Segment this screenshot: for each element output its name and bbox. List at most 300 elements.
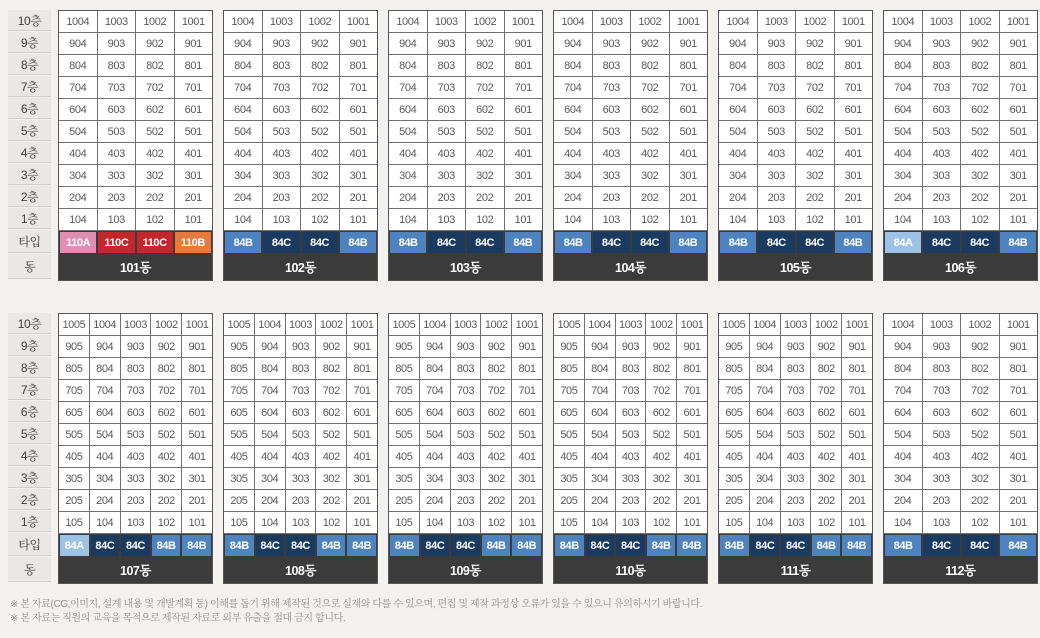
unit-cell: 103 — [98, 209, 137, 231]
unit-cell: 501 — [842, 424, 872, 446]
unit-cell: 605 — [554, 402, 585, 424]
unit-cell: 1002 — [136, 11, 175, 33]
floor-row — [884, 165, 1037, 187]
unit-cell: 302 — [961, 468, 1000, 490]
unit-cell: 401 — [347, 446, 377, 468]
unit-cell: 605 — [719, 402, 750, 424]
floor-label: 3층 — [8, 467, 51, 488]
unit-cell: 702 — [646, 380, 677, 402]
unit-cell: 402 — [961, 143, 1000, 165]
type-row — [884, 231, 1037, 254]
unit-cell: 604 — [750, 402, 781, 424]
unit-cell: 503 — [781, 424, 812, 446]
unit-cell: 1004 — [224, 11, 263, 33]
unit-cell: 603 — [923, 402, 962, 424]
unit-cell: 704 — [224, 77, 263, 99]
unit-cell: 1002 — [481, 314, 512, 336]
floor-row — [224, 512, 377, 534]
unit-cell: 801 — [1000, 358, 1038, 380]
unit-cell: 903 — [593, 33, 632, 55]
type-cell: 84B — [677, 535, 706, 556]
unit-cell: 604 — [884, 99, 923, 121]
unit-cell: 404 — [90, 446, 121, 468]
unit-cell: 202 — [466, 187, 505, 209]
unit-cell: 105 — [719, 512, 750, 534]
type-row — [884, 534, 1037, 557]
floor-label: 7층 — [8, 379, 51, 400]
unit-cell: 504 — [420, 424, 451, 446]
floor-row — [884, 380, 1037, 402]
unit-cell: 401 — [512, 446, 542, 468]
unit-cell: 201 — [1000, 187, 1038, 209]
unit-cell: 805 — [554, 358, 585, 380]
unit-cell: 104 — [389, 209, 428, 231]
floor-row — [389, 11, 542, 33]
unit-cell: 101 — [670, 209, 708, 231]
unit-cell: 802 — [811, 358, 842, 380]
unit-cell: 501 — [505, 121, 543, 143]
unit-cell: 902 — [961, 33, 1000, 55]
unit-cell: 301 — [842, 468, 872, 490]
unit-cell: 103 — [616, 512, 647, 534]
floor-row — [59, 99, 212, 121]
unit-cell: 501 — [677, 424, 707, 446]
unit-cell: 1003 — [98, 11, 137, 33]
unit-cell: 102 — [316, 512, 347, 534]
floor-row — [884, 121, 1037, 143]
unit-cell: 1003 — [593, 11, 632, 33]
floor-row — [884, 99, 1037, 121]
floor-row — [884, 187, 1037, 209]
unit-cell: 105 — [554, 512, 585, 534]
unit-cell: 403 — [593, 143, 632, 165]
unit-cell: 901 — [670, 33, 708, 55]
unit-cell: 603 — [616, 402, 647, 424]
type-row — [719, 534, 872, 557]
unit-cell: 701 — [1000, 77, 1038, 99]
unit-cell: 401 — [1000, 446, 1038, 468]
unit-cell: 301 — [1000, 165, 1038, 187]
unit-cell: 1001 — [512, 314, 542, 336]
unit-cell: 305 — [719, 468, 750, 490]
unit-cell: 803 — [758, 55, 797, 77]
unit-cell: 903 — [428, 33, 467, 55]
unit-cell: 703 — [923, 380, 962, 402]
unit-cell: 702 — [316, 380, 347, 402]
unit-cell: 605 — [224, 402, 255, 424]
unit-cell: 405 — [59, 446, 90, 468]
unit-cell: 1001 — [340, 11, 378, 33]
floor-row — [389, 490, 542, 512]
floor-row — [884, 336, 1037, 358]
unit-cell: 604 — [90, 402, 121, 424]
unit-cell: 202 — [811, 490, 842, 512]
unit-cell: 401 — [175, 143, 213, 165]
unit-cell: 404 — [420, 446, 451, 468]
unit-cell: 404 — [884, 446, 923, 468]
unit-cell: 1005 — [389, 314, 420, 336]
unit-cell: 201 — [670, 187, 708, 209]
unit-cell: 805 — [719, 358, 750, 380]
unit-cell: 704 — [90, 380, 121, 402]
type-cell: 84B — [885, 535, 921, 556]
unit-cell: 304 — [884, 165, 923, 187]
floor-row — [389, 187, 542, 209]
unit-cell: 1002 — [151, 314, 182, 336]
floor-row — [224, 402, 377, 424]
unit-cell: 404 — [554, 143, 593, 165]
type-cell: 84B — [812, 535, 841, 556]
floor-label: 6층 — [8, 98, 51, 119]
type-cell: 84C — [962, 535, 998, 556]
unit-cell: 401 — [842, 446, 872, 468]
building-table — [223, 10, 378, 281]
unit-cell: 701 — [347, 380, 377, 402]
type-row — [554, 534, 707, 557]
unit-cell: 102 — [961, 209, 1000, 231]
unit-cell: 403 — [616, 446, 647, 468]
unit-cell: 304 — [884, 468, 923, 490]
unit-cell: 202 — [961, 187, 1000, 209]
type-cell: 84B — [512, 535, 541, 556]
unit-cell: 903 — [923, 33, 962, 55]
type-cell: 84C — [428, 232, 464, 253]
floor-row — [719, 358, 872, 380]
disclaimer-line-1: ※ 본 자료(CG,이미지, 설계 내용 및 개발계획 등) 이해를 돕기 위해 제작된 것으로 실제와 다를 수 있으며, 편집 및 제작 과정상 오류가 있을 수 있으니 유의하시기 바랍니다. — [10, 599, 703, 610]
unit-cell: 701 — [175, 77, 213, 99]
unit-cell: 903 — [263, 33, 302, 55]
unit-cell: 902 — [301, 33, 340, 55]
unit-cell: 204 — [884, 490, 923, 512]
floor-row — [389, 121, 542, 143]
type-cell: 84C — [121, 535, 150, 556]
unit-cell: 601 — [175, 99, 213, 121]
unit-cell: 405 — [389, 446, 420, 468]
unit-cell: 1001 — [347, 314, 377, 336]
type-cell: 84C — [256, 535, 285, 556]
unit-cell: 901 — [677, 336, 707, 358]
unit-cell: 803 — [98, 55, 137, 77]
unit-cell: 601 — [340, 99, 378, 121]
type-cell: 84B — [555, 232, 591, 253]
floor-row — [719, 165, 872, 187]
unit-cell: 1001 — [670, 11, 708, 33]
unit-cell: 103 — [781, 512, 812, 534]
unit-cell: 503 — [428, 121, 467, 143]
floor-row — [719, 55, 872, 77]
floor-row — [554, 490, 707, 512]
unit-cell: 1004 — [59, 11, 98, 33]
type-cell: 84C — [923, 232, 959, 253]
floor-row — [59, 11, 212, 33]
unit-cell: 801 — [340, 55, 378, 77]
unit-cell: 304 — [90, 468, 121, 490]
floor-labels-column — [8, 10, 51, 280]
floor-row — [59, 33, 212, 55]
unit-cell: 201 — [842, 490, 872, 512]
unit-cell: 601 — [1000, 99, 1038, 121]
unit-cell: 101 — [505, 209, 543, 231]
unit-cell: 203 — [923, 187, 962, 209]
unit-cell: 504 — [90, 424, 121, 446]
building-name: 111동 — [719, 557, 872, 583]
unit-cell: 804 — [884, 358, 923, 380]
unit-cell: 502 — [811, 424, 842, 446]
unit-cell: 505 — [719, 424, 750, 446]
unit-cell: 904 — [420, 336, 451, 358]
floor-row — [719, 77, 872, 99]
unit-cell: 501 — [182, 424, 212, 446]
unit-cell: 902 — [466, 33, 505, 55]
floor-row — [719, 468, 872, 490]
unit-cell: 501 — [175, 121, 213, 143]
unit-cell: 602 — [481, 402, 512, 424]
unit-cell: 501 — [347, 424, 377, 446]
floor-row — [224, 209, 377, 231]
unit-cell: 402 — [466, 143, 505, 165]
unit-cell: 804 — [389, 55, 428, 77]
unit-cell: 803 — [593, 55, 632, 77]
floor-row — [719, 424, 872, 446]
unit-cell: 603 — [451, 402, 482, 424]
unit-cell: 704 — [884, 380, 923, 402]
unit-cell: 901 — [835, 33, 873, 55]
unit-cell: 903 — [616, 336, 647, 358]
unit-cell: 105 — [389, 512, 420, 534]
unit-cell: 201 — [1000, 490, 1038, 512]
type-cell: 84C — [286, 535, 315, 556]
unit-cell: 701 — [340, 77, 378, 99]
type-cell: 84C — [91, 535, 120, 556]
floor-row — [719, 446, 872, 468]
unit-cell: 504 — [224, 121, 263, 143]
unit-cell: 904 — [90, 336, 121, 358]
unit-cell: 105 — [224, 512, 255, 534]
building-table — [718, 10, 873, 281]
unit-cell: 702 — [961, 380, 1000, 402]
type-cell: 110B — [175, 232, 211, 253]
unit-cell: 602 — [136, 99, 175, 121]
type-cell: 84A — [885, 232, 921, 253]
unit-cell: 1002 — [316, 314, 347, 336]
unit-cell: 302 — [646, 468, 677, 490]
unit-cell: 605 — [59, 402, 90, 424]
unit-cell: 603 — [286, 402, 317, 424]
building-table — [223, 313, 378, 584]
unit-cell: 403 — [98, 143, 137, 165]
unit-cell: 103 — [758, 209, 797, 231]
floor-label: 9층 — [8, 335, 51, 356]
unit-cell: 904 — [750, 336, 781, 358]
unit-cell: 504 — [585, 424, 616, 446]
unit-cell: 1003 — [263, 11, 302, 33]
unit-cell: 901 — [175, 33, 213, 55]
unit-cell: 801 — [175, 55, 213, 77]
unit-cell: 904 — [389, 33, 428, 55]
unit-cell: 201 — [182, 490, 212, 512]
unit-cell: 1002 — [646, 314, 677, 336]
unit-cell: 804 — [719, 55, 758, 77]
unit-cell: 1002 — [631, 11, 670, 33]
unit-cell: 402 — [151, 446, 182, 468]
unit-cell: 204 — [719, 187, 758, 209]
unit-cell: 301 — [677, 468, 707, 490]
unit-cell: 405 — [719, 446, 750, 468]
unit-cell: 904 — [59, 33, 98, 55]
unit-cell: 304 — [224, 165, 263, 187]
floor-row — [884, 55, 1037, 77]
type-row — [59, 231, 212, 254]
unit-cell: 903 — [923, 336, 962, 358]
type-cell: 84C — [302, 232, 338, 253]
unit-cell: 905 — [389, 336, 420, 358]
floor-label: 5층 — [8, 120, 51, 141]
unit-cell: 702 — [481, 380, 512, 402]
unit-cell: 703 — [616, 380, 647, 402]
type-cell: 84B — [670, 232, 706, 253]
unit-cell: 501 — [512, 424, 542, 446]
unit-cell: 502 — [631, 121, 670, 143]
floor-row — [554, 33, 707, 55]
type-cell: 110C — [137, 232, 173, 253]
floor-row — [59, 165, 212, 187]
unit-cell: 1003 — [758, 11, 797, 33]
unit-cell: 303 — [286, 468, 317, 490]
unit-cell: 204 — [224, 187, 263, 209]
unit-cell: 801 — [670, 55, 708, 77]
type-row — [59, 534, 212, 557]
unit-cell: 102 — [961, 512, 1000, 534]
floor-row — [59, 143, 212, 165]
unit-cell: 501 — [1000, 121, 1038, 143]
type-cell: 84B — [647, 535, 676, 556]
unit-cell: 1003 — [923, 314, 962, 336]
unit-cell: 402 — [481, 446, 512, 468]
type-cell: 84C — [781, 535, 810, 556]
unit-cell: 302 — [466, 165, 505, 187]
type-cell: 84B — [720, 535, 749, 556]
unit-cell: 803 — [616, 358, 647, 380]
unit-cell: 901 — [505, 33, 543, 55]
unit-cell: 201 — [835, 187, 873, 209]
type-cell: 84B — [225, 535, 254, 556]
type-cell: 84A — [60, 535, 89, 556]
unit-cell: 504 — [719, 121, 758, 143]
unit-cell: 101 — [1000, 512, 1038, 534]
type-cell: 84C — [467, 232, 503, 253]
unit-cell: 201 — [677, 490, 707, 512]
unit-cell: 204 — [59, 187, 98, 209]
type-cell: 84C — [751, 535, 780, 556]
unit-cell: 305 — [224, 468, 255, 490]
unit-cell: 505 — [59, 424, 90, 446]
unit-cell: 301 — [340, 165, 378, 187]
floor-row — [719, 512, 872, 534]
floor-label: 타입 — [8, 230, 51, 253]
floor-row — [224, 55, 377, 77]
type-cell: 84B — [340, 232, 376, 253]
unit-cell: 104 — [59, 209, 98, 231]
floor-label: 5층 — [8, 423, 51, 444]
unit-cell: 102 — [466, 209, 505, 231]
unit-cell: 801 — [677, 358, 707, 380]
unit-cell: 601 — [1000, 402, 1038, 424]
unit-cell: 904 — [554, 33, 593, 55]
unit-cell: 703 — [286, 380, 317, 402]
unit-cell: 904 — [884, 33, 923, 55]
floor-row — [224, 165, 377, 187]
unit-cell: 402 — [796, 143, 835, 165]
unit-cell: 404 — [389, 143, 428, 165]
unit-cell: 202 — [961, 490, 1000, 512]
type-cell: 84C — [451, 535, 480, 556]
unit-cell: 301 — [175, 165, 213, 187]
unit-cell: 603 — [428, 99, 467, 121]
floor-row — [554, 512, 707, 534]
floor-row — [59, 77, 212, 99]
unit-cell: 802 — [961, 55, 1000, 77]
unit-cell: 603 — [98, 99, 137, 121]
unit-cell: 304 — [59, 165, 98, 187]
unit-cell: 604 — [389, 99, 428, 121]
unit-cell: 604 — [420, 402, 451, 424]
building-name: 109동 — [389, 557, 542, 583]
unit-cell: 101 — [182, 512, 212, 534]
unit-cell: 1004 — [884, 11, 923, 33]
unit-cell: 301 — [505, 165, 543, 187]
unit-cell: 602 — [646, 402, 677, 424]
unit-cell: 803 — [428, 55, 467, 77]
unit-cell: 905 — [719, 336, 750, 358]
unit-cell: 502 — [481, 424, 512, 446]
unit-cell: 1002 — [301, 11, 340, 33]
unit-cell: 703 — [451, 380, 482, 402]
floor-row — [884, 314, 1037, 336]
floor-row — [719, 99, 872, 121]
type-cell: 84C — [263, 232, 299, 253]
floor-row — [884, 468, 1037, 490]
unit-cell: 604 — [585, 402, 616, 424]
unit-cell: 804 — [59, 55, 98, 77]
unit-cell: 401 — [670, 143, 708, 165]
floor-label: 3층 — [8, 164, 51, 185]
unit-cell: 202 — [136, 187, 175, 209]
unit-cell: 804 — [554, 55, 593, 77]
type-cell: 84B — [390, 535, 419, 556]
building-table — [883, 10, 1038, 281]
unit-cell: 101 — [1000, 209, 1038, 231]
unit-cell: 403 — [121, 446, 152, 468]
unit-cell: 505 — [554, 424, 585, 446]
unit-cell: 505 — [389, 424, 420, 446]
floor-label: 1층 — [8, 208, 51, 229]
unit-cell: 901 — [347, 336, 377, 358]
unit-cell: 101 — [835, 209, 873, 231]
building-tables-row-bottom — [58, 313, 1038, 584]
type-cell: 110A — [60, 232, 96, 253]
unit-cell: 102 — [481, 512, 512, 534]
unit-cell: 303 — [616, 468, 647, 490]
building-name: 104동 — [554, 254, 707, 280]
unit-cell: 602 — [316, 402, 347, 424]
buildings-section-bottom — [0, 313, 1040, 584]
floor-row — [59, 209, 212, 231]
unit-cell: 504 — [389, 121, 428, 143]
unit-cell: 1003 — [286, 314, 317, 336]
unit-cell: 601 — [347, 402, 377, 424]
unit-cell: 1001 — [182, 314, 212, 336]
unit-cell: 503 — [758, 121, 797, 143]
